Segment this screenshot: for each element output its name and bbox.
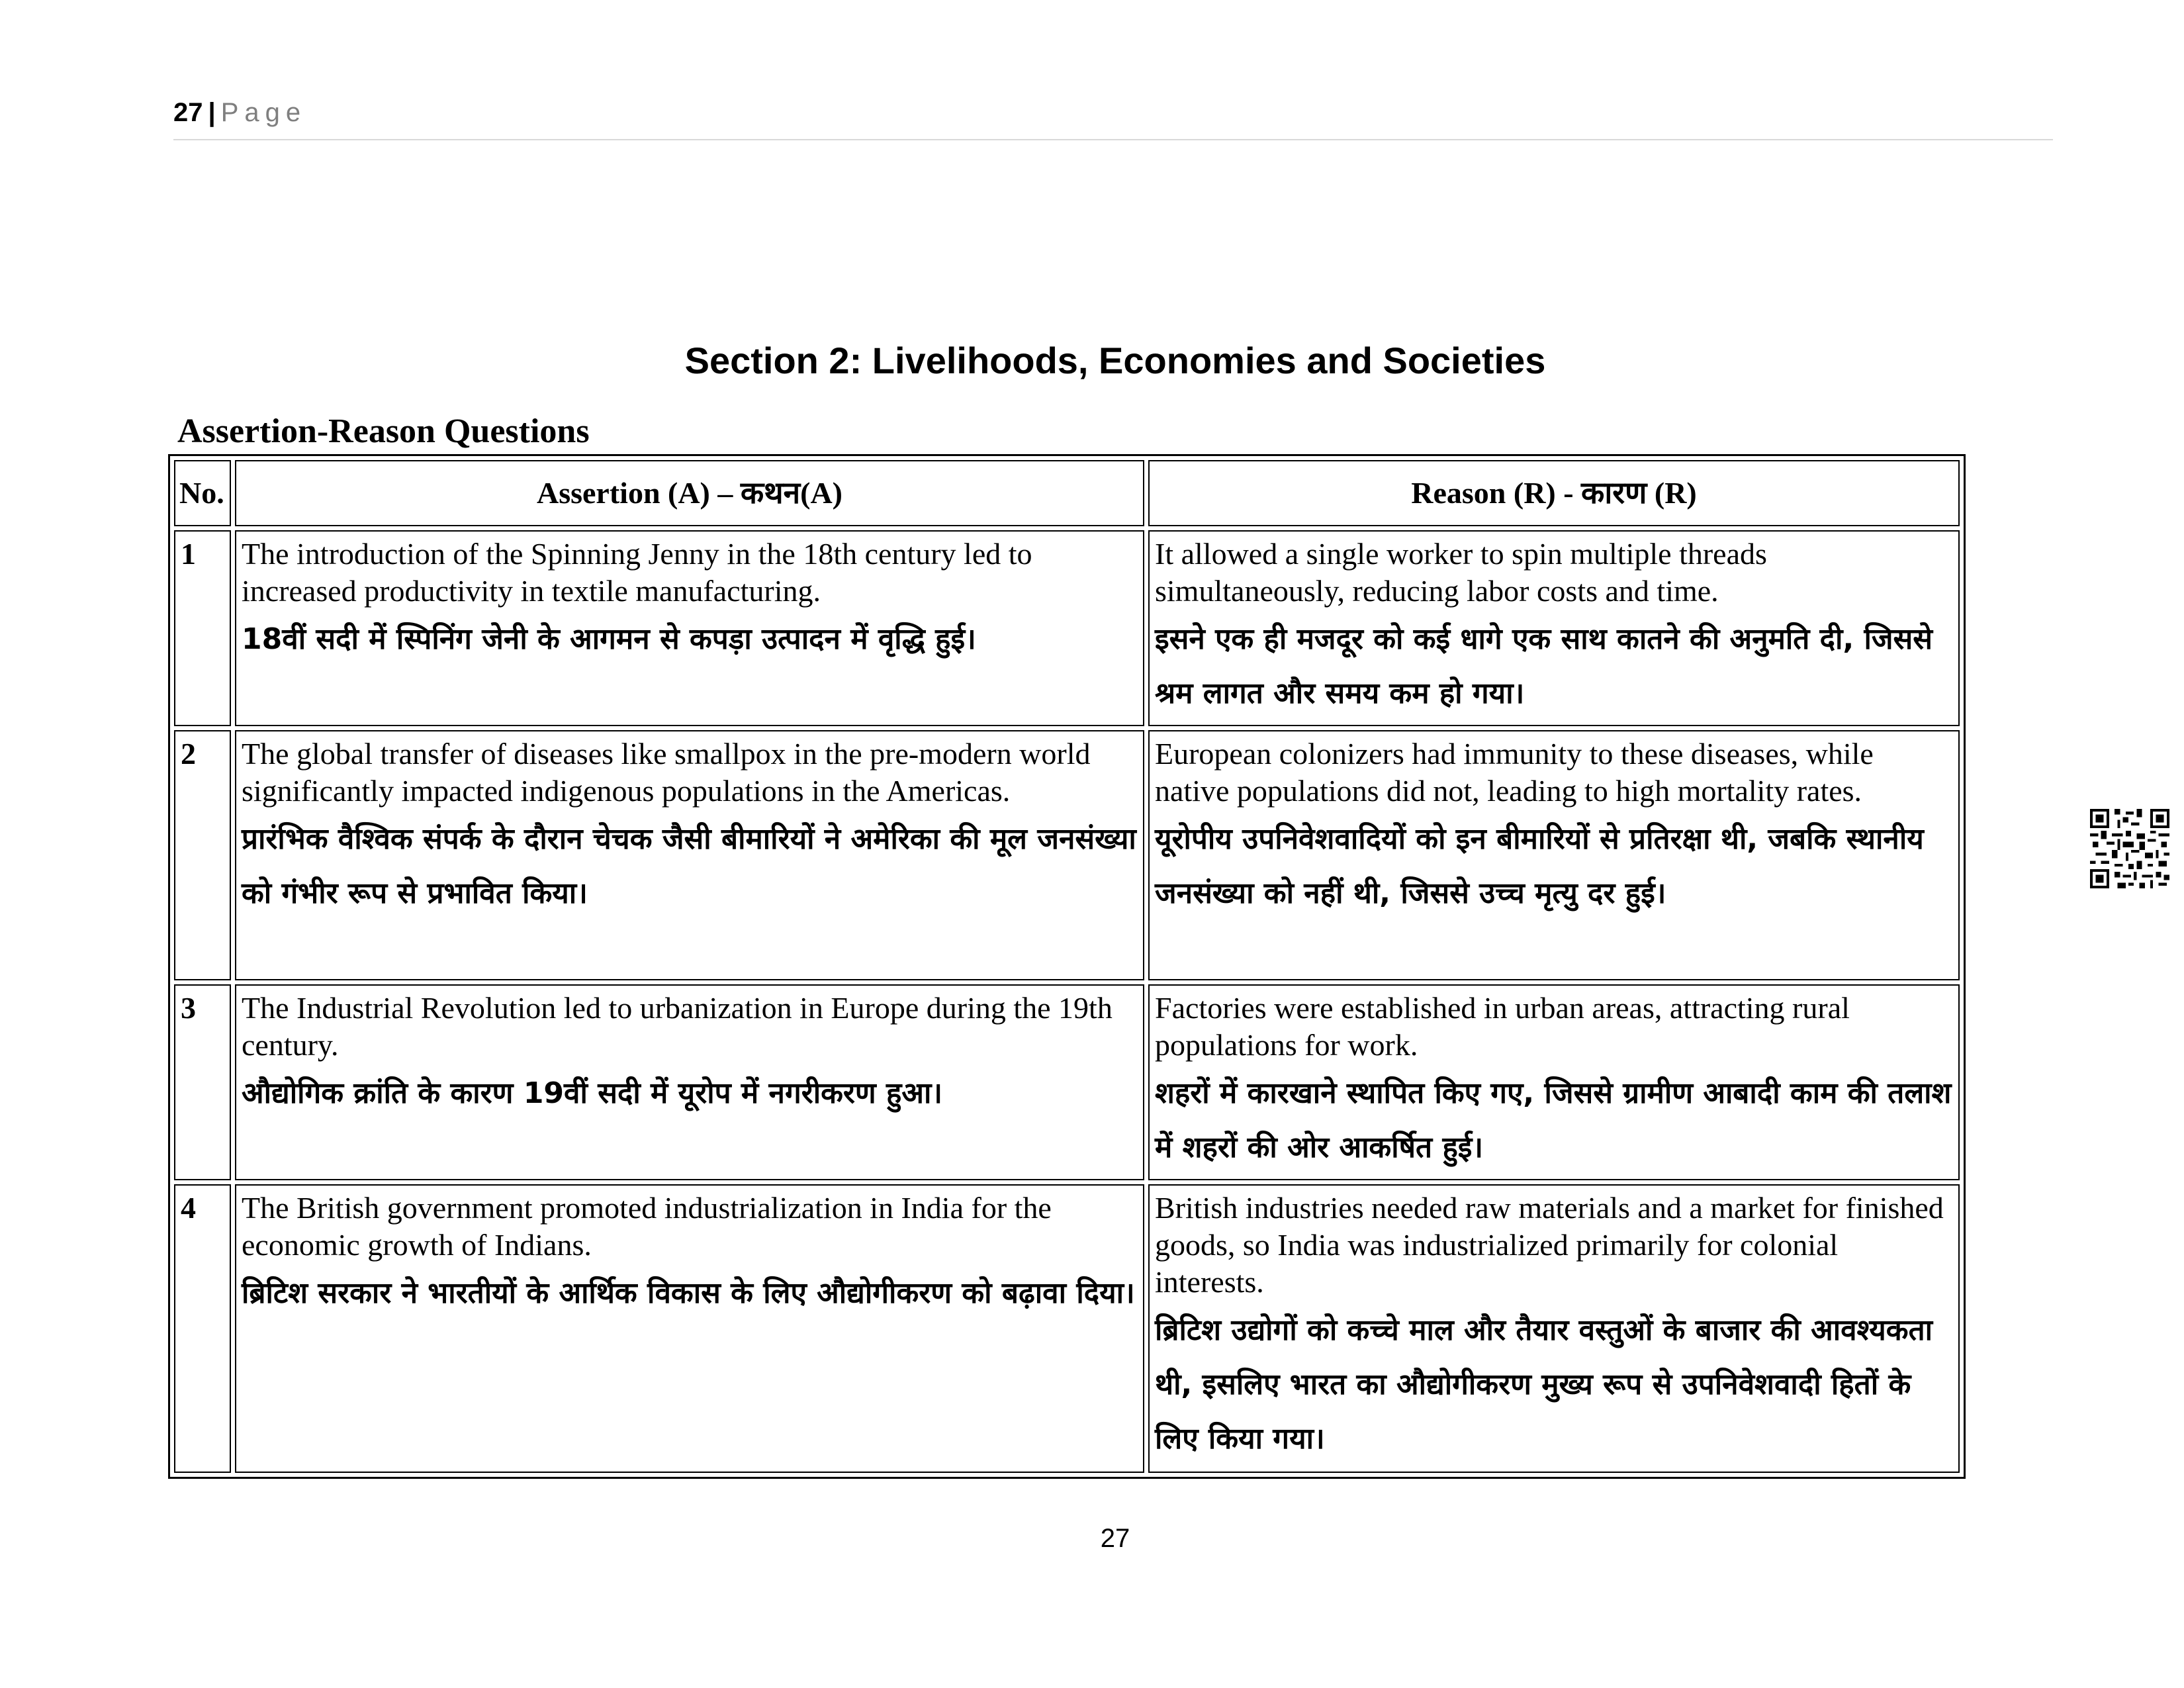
- assertion-english: The British government promoted industrialization in India for the economic growth of Indians.: [242, 1191, 1052, 1262]
- assertion-cell: [235, 730, 1144, 980]
- reason-cell: [1148, 530, 1960, 726]
- table-row: [174, 984, 1960, 1180]
- header-no: No.: [174, 460, 231, 526]
- assertion-hindi: ब्रिटिश सरकार ने भारतीयों के आर्थिक विकास के लिए औद्योगीकरण को बढ़ावा दिया।: [242, 1276, 1135, 1310]
- header-page-label: Page: [220, 98, 307, 127]
- assertion-reason-table: [168, 454, 1962, 1479]
- header-separator: |: [208, 98, 216, 127]
- row-number: 3: [174, 984, 231, 1180]
- table-row: [174, 730, 1960, 980]
- header-assertion: Assertion (A) – कथन(A): [235, 460, 1144, 526]
- reason-english: British industries needed raw materials and a market for finished goods, so India was industrialized primarily for colonial interests.: [1155, 1191, 1944, 1299]
- reason-cell: [1148, 1184, 1960, 1473]
- row-number: 1: [174, 530, 231, 726]
- section-title: Section 2: Livelihoods, Economies and Societies: [684, 340, 1546, 381]
- header-page-number: 27: [173, 98, 203, 127]
- reason-hindi: शहरों में कारखाने स्थापित किए गए, जिससे ग्रामीण आबादी काम की तलाश में शहरों की ओर आकर्षित हुई।: [1155, 1076, 1952, 1164]
- footer-page-number: 27: [1100, 1524, 1130, 1553]
- header-reason: Reason (R) - कारण (R): [1148, 460, 1960, 526]
- reason-english: Factories were established in urban areas, attracting rural populations for work.: [1155, 991, 1850, 1062]
- table-header-row: [174, 460, 1960, 526]
- reason-hindi: ब्रिटिश उद्योगों को कच्चे माल और तैयार वस्तुओं के बाजार की आवश्यकता थी, इसलिए भारत का औद्योगीकरण मुख्य रूप से उपनिवेशवादी हितों के लिए किया गया।: [1155, 1313, 1933, 1456]
- reason-hindi: इसने एक ही मजदूर को कई धागे एक साथ कातने की अनुमति दी, जिससे श्रम लागत और समय कम हो गया।: [1155, 622, 1933, 710]
- qr-code-icon: [2090, 809, 2169, 888]
- table-row: [174, 530, 1960, 726]
- assertion-english: The introduction of the Spinning Jenny in the 18th century led to increased productivity in textile manufacturing.: [242, 537, 1032, 608]
- assertion-english: The global transfer of diseases like smallpox in the pre-modern world significantly impacted indigenous populations in the Americas.: [242, 737, 1091, 808]
- assertion-cell: [235, 1184, 1144, 1473]
- reason-cell: [1148, 730, 1960, 980]
- assertion-cell: [235, 530, 1144, 726]
- reason-english: European colonizers had immunity to these diseases, while native populations did not, leading to high mortality rates.: [1155, 737, 1874, 808]
- assertion-english: The Industrial Revolution led to urbanization in Europe during the 19th century.: [242, 991, 1113, 1062]
- assertion-hindi: 18वीं सदी में स्पिनिंग जेनी के आगमन से कपड़ा उत्पादन में वृद्धि हुई।: [242, 622, 976, 656]
- reason-cell: [1148, 984, 1960, 1180]
- table-row: [174, 1184, 1960, 1473]
- reason-english: It allowed a single worker to spin multiple threads simultaneously, reducing labor costs and time.: [1155, 537, 1767, 608]
- row-number: 4: [174, 1184, 231, 1473]
- reason-hindi: यूरोपीय उपनिवेशवादियों को इन बीमारियों से प्रतिरक्षा थी, जबकि स्थानीय जनसंख्या को नहीं थी, जिससे उच्च मृत्यु दर हुई।: [1155, 822, 1924, 910]
- assertion-cell: [235, 984, 1144, 1180]
- subtitle: Assertion-Reason Questions: [177, 412, 590, 450]
- assertion-hindi: प्रारंभिक वैश्विक संपर्क के दौरान चेचक जैसी बीमारियों ने अमेरिका की मूल जनसंख्या को गंभीर रूप से प्रभावित किया।: [242, 822, 1136, 910]
- page-header: [173, 98, 2053, 140]
- row-number: 2: [174, 730, 231, 980]
- assertion-hindi: औद्योगिक क्रांति के कारण 19वीं सदी में यूरोप में नगरीकरण हुआ।: [242, 1076, 943, 1110]
